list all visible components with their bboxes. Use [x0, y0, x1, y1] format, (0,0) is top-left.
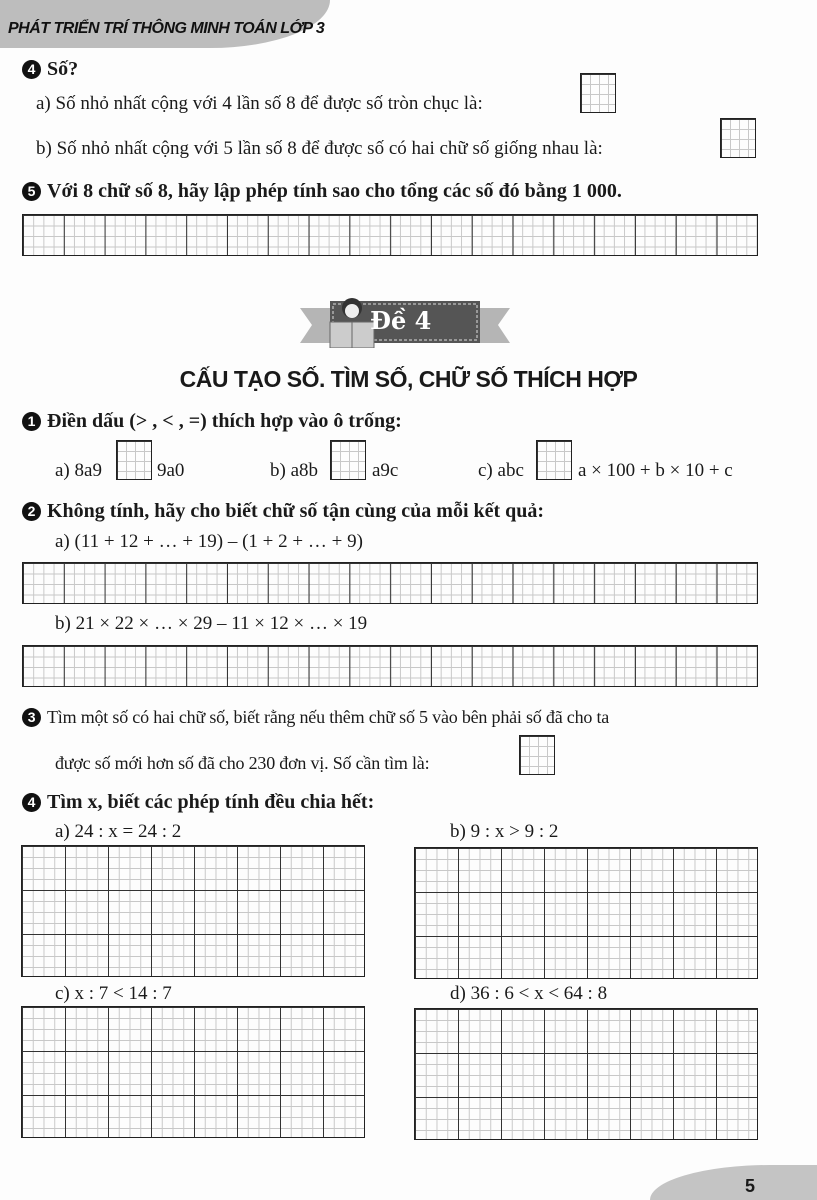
answer-grid[interactable] [22, 562, 758, 604]
q2a: a) (11 + 12 + … + 19) – (1 + 2 + … + 9) [55, 531, 363, 552]
q4-title [22, 791, 374, 814]
prev-q4-title [22, 58, 78, 81]
q1a-left: a) 8a9 [55, 460, 102, 481]
answer-grid[interactable] [21, 1006, 365, 1138]
number-badge: 1 [22, 412, 41, 431]
prev-q4a: a) Số nhỏ nhất cộng với 4 lần số 8 để được số tròn chục là: [36, 93, 483, 114]
number-badge: 5 [22, 182, 41, 201]
answer-grid[interactable] [22, 645, 758, 687]
page-number: 5 [745, 1176, 756, 1196]
q-text: Không tính, hãy cho biết chữ số tận cùng của mỗi kết quả: [47, 500, 545, 522]
answer-box[interactable] [519, 735, 555, 775]
q-text: Tìm x, biết các phép tính đều chia hết: [47, 791, 375, 813]
page-number-band [650, 1165, 817, 1200]
q3-line1 [22, 707, 609, 728]
answer-box[interactable] [116, 440, 152, 480]
prev-q4b: b) Số nhỏ nhất cộng với 5 lần số 8 để được số có hai chữ số giống nhau là: [36, 138, 603, 159]
q-text: Điền dấu (> , < , =) thích hợp vào ô trống: [47, 410, 402, 432]
q2-title [22, 500, 544, 523]
number-badge: 4 [22, 793, 41, 812]
exam-label: Đề 4 [370, 306, 432, 335]
q4c: c) x : 7 < 14 : 7 [55, 983, 172, 1004]
q1b-right: a9c [372, 460, 399, 481]
q1-title [22, 410, 402, 433]
q1c-right: a × 100 + b × 10 + c [578, 460, 733, 481]
q4a: a) 24 : x = 24 : 2 [55, 821, 182, 842]
q-text: Tìm một số có hai chữ số, biết rằng nếu thêm chữ số 5 vào bên phải số đã cho ta [47, 707, 610, 727]
answer-grid[interactable] [22, 214, 758, 256]
answer-box[interactable] [330, 440, 366, 480]
q3-line2: được số mới hơn số đã cho 230 đơn vị. Số cần tìm là: [55, 753, 430, 773]
q2b: b) 21 × 22 × … × 29 – 11 × 12 × … × 19 [55, 613, 368, 634]
prev-q5-title [22, 180, 622, 203]
answer-box[interactable] [720, 118, 756, 158]
number-badge: 4 [22, 60, 41, 79]
answer-grid[interactable] [414, 847, 758, 979]
answer-grid[interactable] [21, 845, 365, 977]
answer-box[interactable] [536, 440, 572, 480]
number-badge: 3 [22, 708, 41, 727]
book-title: PHÁT TRIỂN TRÍ THÔNG MINH TOÁN LỚP 3 [8, 20, 325, 37]
answer-box[interactable] [580, 73, 616, 113]
q4d: d) 36 : 6 < x < 64 : 8 [450, 983, 608, 1004]
q-text: Số? [47, 58, 79, 80]
q1b-left: b) a8b [270, 460, 319, 481]
q1c-left: c) abc [478, 460, 524, 481]
q-text: Với 8 chữ số 8, hãy lập phép tính sao cho tổng các số đó bằng 1 000. [47, 180, 622, 202]
section-title: CẤU TẠO SỐ. TÌM SỐ, CHỮ SỐ THÍCH HỢP [179, 366, 638, 392]
answer-grid[interactable] [414, 1008, 758, 1140]
number-badge: 2 [22, 502, 41, 521]
q1a-right: 9a0 [157, 460, 185, 481]
q4b: b) 9 : x > 9 : 2 [450, 821, 559, 842]
